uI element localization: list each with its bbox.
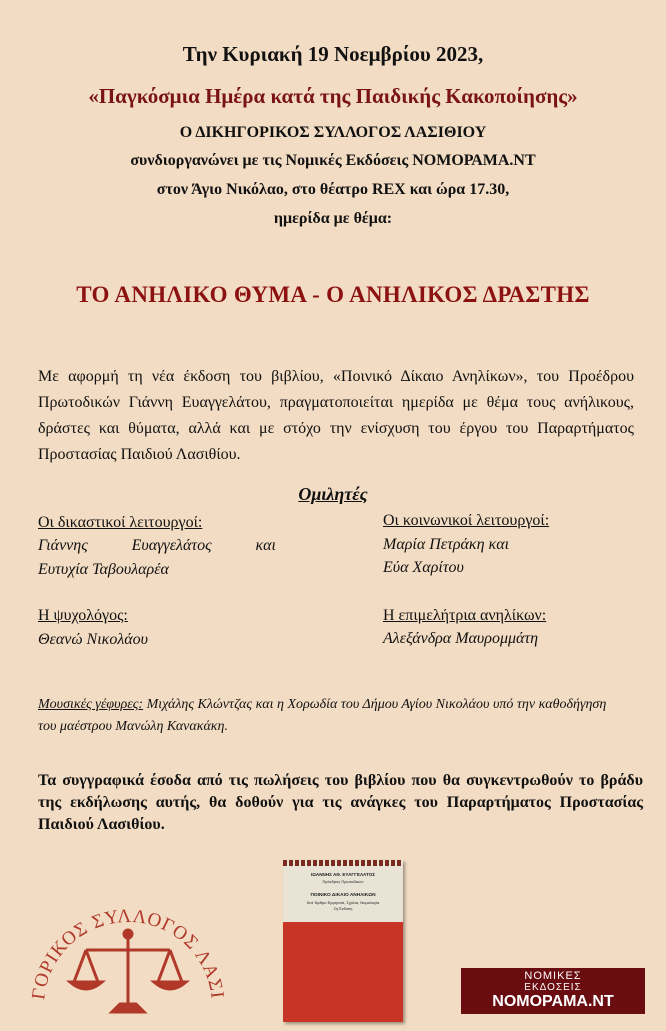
music-note xyxy=(38,694,628,738)
publisher-line2: ΕΚΔΟΣΕΙΣ xyxy=(524,982,582,993)
page-title: ΤΟ ΑΝΗΛΙΚΟ ΘΥΜΑ - Ο ΑΝΗΛΙΚΟΣ ΔΡΑΣΤΗΣ xyxy=(76,282,590,307)
event-name: «Παγκόσμια Ημέρα κατά της Παιδικής Κακοποίησης» xyxy=(88,84,578,108)
book-cover-top xyxy=(283,860,403,922)
book-author-title: Πρόεδρος Πρωτοδικών xyxy=(322,879,364,884)
psychologist-name: Θεανώ Νικολάου xyxy=(38,631,148,648)
publisher-brand: ΝΟΜΟΡΑΜΑ.ΝΤ xyxy=(492,993,614,1010)
book-author: ΙΩΑΝΝΗΣ ΑΘ. ΕΥΑΓΓΕΛΑΤΟΣ xyxy=(310,872,376,877)
psychologist-role: Η ψυχολόγος: xyxy=(38,607,128,624)
seal-text: ΓΟΡΙΚΟΣ ΣΥΛΛΟΓΟΣ ΛΑΣΙ xyxy=(28,905,228,1001)
book-title: ΠΟΙΝΙΚΟ ΔΙΚΑΙΟ ΑΝΗΛΙΚΩΝ xyxy=(310,893,376,898)
intro-paragraph: Με αφορμή τη νέα έκδοση του βιβλίου, «Ποινικό Δίκαιο Ανηλίκων», του Προέδρου Πρωτοδικών Γιάννη Ευαγγελάτου, πραγματοποιείται ημερίδα με θέμα τους ανήλικους, δράστες και θύματα, αλλά και με στόχο την ενίσχυση του έργου του Παραρτήματος Προστασίας Παιδιού Λασιθίου. xyxy=(38,368,634,463)
organizer: Ο ΔΙΚΗΓΟΡΙΚΟΣ ΣΥΛΛΟΓΟΣ ΛΑΣΙΘΙΟΥ xyxy=(179,124,487,141)
venue-line: στον Άγιο Νικόλαο, στο θέατρο REX και ώρα 17.30, xyxy=(156,181,510,198)
theme-intro-line: ημερίδα με θέμα: xyxy=(273,210,393,227)
book-edition: 2η Έκδοση xyxy=(333,907,353,911)
social-role: Οι κοινωνικοί λειτουργοί: xyxy=(383,512,550,529)
speakers-heading: Ομιλητές xyxy=(298,484,368,504)
judicial-names-2: Ευτυχία Ταβουλαρέα xyxy=(38,561,169,578)
event-date: Την Κυριακή 19 Νοεμβρίου 2023, xyxy=(182,42,484,66)
publisher-logo xyxy=(461,968,645,1014)
book-cover-pattern xyxy=(283,860,403,866)
co-organizer-line: συνδιοργανώνει με τις Νομικές Εκδόσεις ΝΟΜΟΡΑΜΑ.ΝΤ xyxy=(130,152,536,169)
curator-name: Αλεξάνδρα Μαυρομμάτη xyxy=(383,630,539,647)
proceeds-paragraph: Τα συγγραφικά έσοδα από τις πωλήσεις του βιβλίου που θα συγκεντρωθούν το βράδυ της εκδήλωσης αυτής, θα δοθούν για τις ανάγκες του Παραρτήματος Προστασίας Παιδιού Λασιθίου. xyxy=(38,772,643,833)
scales-icon xyxy=(70,930,186,1012)
book-subtitle: Κατ' Άρθρο Ερμηνεία, Σχόλια, Νομολογία xyxy=(306,900,380,905)
music-text: Μιχάλης Κλώντζας και η Χορωδία του Δήμου Αγίου Νικολάου υπό την καθοδήγηση του μαέστρου Μανώλη Κανακάκη. xyxy=(38,697,607,734)
social-names-2: Εύα Χαρίτου xyxy=(383,559,464,576)
social-names-1: Μαρία Πετράκη και xyxy=(383,536,510,553)
music-label: Μουσικές γέφυρες: xyxy=(38,697,144,712)
publisher-line1: ΝΟΜΙΚΕΣ xyxy=(524,970,582,982)
bar-association-seal xyxy=(22,878,234,1026)
judicial-role: Οι δικαστικοί λειτουργοί: xyxy=(38,514,203,531)
judicial-names-1: Γιάννης Ευαγγελάτος και xyxy=(38,537,276,554)
book-cover xyxy=(283,860,403,1022)
curator-role: Η επιμελήτρια ανηλίκων: xyxy=(383,607,547,624)
